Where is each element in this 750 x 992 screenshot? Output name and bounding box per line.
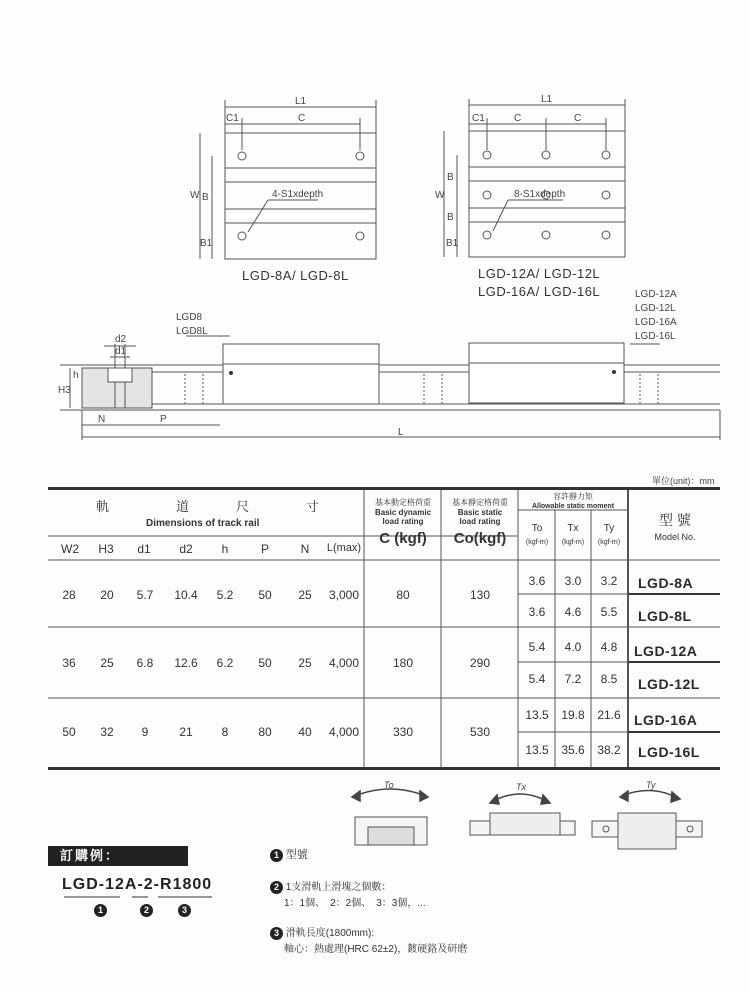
callout-lgd16l: LGD-16L — [635, 331, 676, 342]
order-code-underline — [62, 893, 262, 903]
g1-n: 25 — [298, 588, 312, 602]
dim-h3: H3 — [58, 385, 71, 396]
note-3-text: 滑軌長度(1800mm): — [285, 928, 375, 939]
note-marker-3: 3 — [270, 927, 283, 940]
callout-lgd12l: LGD-12L — [635, 303, 676, 314]
hdr-dims-zh-2: 道 — [176, 499, 190, 514]
g2r2-ty: 8.5 — [600, 672, 618, 686]
model-lgd-16l: LGD-16L — [638, 744, 700, 760]
dim-b1-right: B1 — [446, 238, 459, 249]
callout-lgd16a: LGD-16A — [635, 317, 677, 328]
hdr-dyn-zh: 基本動定格荷重 — [375, 498, 431, 507]
order-marker-1: 1 — [94, 900, 107, 918]
g3r1-ty: 21.6 — [597, 708, 621, 722]
order-note-3 — [270, 924, 374, 940]
order-example-title: 訂購例： — [48, 846, 188, 866]
col-d1: d1 — [137, 542, 151, 556]
dim-b-right-2: B — [447, 212, 454, 223]
g1r1-to: 3.6 — [528, 574, 546, 588]
hdr-ty-unit: (kgf-m) — [597, 539, 621, 546]
g1-h3: 20 — [100, 588, 114, 602]
dim-l1-right: L1 — [541, 94, 553, 105]
hdr-model-zh: 型 號 — [659, 512, 691, 528]
dim-c1-left: C1 — [226, 113, 239, 124]
dim-b-right-1: B — [447, 172, 454, 183]
g1r2-ty: 5.5 — [600, 605, 618, 619]
hdr-dims-en: Dimensions of track rail — [146, 518, 260, 529]
g2-w2: 36 — [62, 656, 76, 670]
g2r2-tx: 7.2 — [564, 672, 582, 686]
order-note-1 — [270, 846, 308, 862]
dim-w-left: W — [190, 190, 200, 201]
g2-d1: 6.8 — [136, 656, 154, 670]
dim-w-right: W — [435, 190, 445, 201]
moment-icon-tx: Tx — [516, 782, 526, 792]
dim-l1-left: L1 — [295, 96, 307, 107]
hdr-tx: Tx — [567, 523, 579, 534]
dim-p: P — [160, 414, 167, 425]
g2-h: 6.2 — [216, 656, 234, 670]
g1-co: 130 — [469, 588, 491, 602]
dim-n: N — [98, 414, 106, 425]
note-marker-1: 1 — [270, 849, 283, 862]
dim-d2: d2 — [115, 334, 127, 345]
hdr-sta-en-2: load rating — [459, 517, 501, 526]
order-note-2 — [270, 878, 391, 894]
col-n: N — [300, 542, 310, 556]
g3-w2: 50 — [62, 725, 76, 739]
caption-lgd16: LGD-16A/ LGD-16L — [478, 284, 601, 299]
model-lgd-16a: LGD-16A — [634, 712, 698, 728]
g2r1-to: 5.4 — [528, 640, 546, 654]
g1-c: 80 — [396, 588, 410, 602]
dim-b1-left: B1 — [200, 238, 213, 249]
g3r1-to: 13.5 — [525, 708, 549, 722]
caption-lgd8: LGD-8A/ LGD-8L — [242, 268, 349, 283]
model-lgd-8a: LGD-8A — [638, 575, 694, 591]
dim-h: h — [73, 370, 79, 381]
hdr-ty: Ty — [603, 523, 615, 534]
hdr-dyn-unit: C (kgf) — [379, 530, 427, 547]
hdr-dims-zh-1: 軌 — [96, 499, 110, 514]
g3-d2: 21 — [179, 725, 193, 739]
lgd8-plan-view — [0, 0, 750, 470]
g3-lmax: 4,000 — [328, 725, 360, 739]
col-w2: W2 — [61, 542, 79, 556]
note-marker-2: 2 — [270, 881, 283, 894]
g3r2-to: 13.5 — [525, 743, 549, 757]
dim-b-left: B — [202, 192, 209, 203]
dim-c-right-1: C — [514, 113, 522, 124]
model-lgd-12l: LGD-12L — [638, 676, 700, 692]
g1r2-to: 3.6 — [528, 605, 546, 619]
callout-lgd12a: LGD-12A — [635, 289, 677, 300]
g2r1-tx: 4.0 — [564, 640, 582, 654]
order-marker-3: 3 — [178, 900, 191, 918]
caption-lgd12: LGD-12A/ LGD-12L — [478, 266, 601, 281]
col-lmax: L(max) — [326, 542, 362, 554]
model-lgd-12a: LGD-12A — [634, 643, 698, 659]
dim-d1: d1 — [115, 346, 127, 357]
callout-lgd8: LGD8 — [176, 312, 203, 323]
order-code: LGD-12A-2-R1800 — [62, 876, 213, 893]
hdr-dyn-en-1: Basic dynamic — [374, 508, 432, 517]
g2-co: 290 — [469, 656, 491, 670]
spec-table — [48, 487, 720, 770]
dim-c-left: C — [298, 113, 306, 124]
g3r1-tx: 19.8 — [561, 708, 585, 722]
g2-p: 50 — [258, 656, 272, 670]
moment-icon-ty: Ty — [646, 780, 656, 790]
g1r2-tx: 4.6 — [564, 605, 582, 619]
hdr-sta-en-1: Basic static — [457, 508, 503, 517]
g2-c: 180 — [392, 656, 414, 670]
g1-w2: 28 — [62, 588, 76, 602]
hdr-dims-zh-3: 尺 — [236, 499, 250, 514]
hdr-to-unit: (kgf-m) — [525, 539, 549, 546]
hdr-sta-zh: 基本靜定格荷重 — [452, 498, 508, 507]
col-p: P — [260, 542, 269, 556]
g3r2-ty: 38.2 — [597, 743, 621, 757]
g3-h3: 32 — [100, 725, 114, 739]
g2r2-to: 5.4 — [528, 672, 546, 686]
order-note-3-sub: 軸心：熱處理(HRC 62±2)，鍍硬鉻及研磨 — [284, 944, 468, 955]
hole-callout-right: 8-S1xdepth — [514, 189, 566, 200]
g2-h3: 25 — [100, 656, 114, 670]
hdr-dims-zh-4: 寸 — [306, 499, 320, 514]
g3-p: 80 — [258, 725, 272, 739]
g3r2-tx: 35.6 — [561, 743, 585, 757]
dim-l: L — [398, 427, 404, 438]
note-1-text: 型號 — [285, 849, 308, 861]
hole-callout-left: 4-S1xdepth — [272, 189, 324, 200]
col-h: h — [221, 542, 229, 556]
order-note-2-sub: 1：1個、 2：2個、 3：3個，... — [284, 898, 426, 909]
unit-label: 單位(unit)：mm — [652, 476, 715, 486]
model-lgd-8l: LGD-8L — [638, 608, 692, 624]
g1-p: 50 — [258, 588, 272, 602]
hdr-dyn-en-2: load rating — [382, 517, 424, 526]
callout-lgd8l: LGD8L — [176, 326, 208, 337]
g2-d2: 12.6 — [174, 656, 198, 670]
note-2-text: 1支滑軌上滑塊之個數： — [285, 882, 392, 893]
g3-h: 8 — [221, 725, 229, 739]
col-d2: d2 — [179, 542, 193, 556]
g1-h: 5.2 — [216, 588, 234, 602]
order-marker-2: 2 — [140, 900, 153, 918]
g1r1-tx: 3.0 — [564, 574, 582, 588]
hdr-tx-unit: (kgf-m) — [561, 539, 585, 546]
moment-icon-to: To — [384, 780, 394, 790]
g1r1-ty: 3.2 — [600, 574, 618, 588]
hdr-moment-zh: 容許靜力矩 — [553, 492, 593, 501]
g3-d1: 9 — [141, 725, 149, 739]
dim-c1-right: C1 — [472, 113, 485, 124]
g2r1-ty: 4.8 — [600, 640, 618, 654]
col-h3: H3 — [98, 542, 114, 556]
dim-c-right-2: C — [574, 113, 582, 124]
g3-n: 40 — [298, 725, 312, 739]
g3-c: 330 — [392, 725, 414, 739]
g1-d1: 5.7 — [136, 588, 154, 602]
g2-lmax: 4,000 — [328, 656, 360, 670]
g2-n: 25 — [298, 656, 312, 670]
hdr-moment-en: Allowable static moment — [531, 503, 615, 510]
hdr-sta-unit: Co(kgf) — [453, 530, 507, 547]
g3-co: 530 — [469, 725, 491, 739]
g1-lmax: 3,000 — [328, 588, 360, 602]
hdr-model-en: Model No. — [654, 532, 696, 542]
g1-d2: 10.4 — [174, 588, 198, 602]
hdr-to: To — [531, 523, 543, 534]
